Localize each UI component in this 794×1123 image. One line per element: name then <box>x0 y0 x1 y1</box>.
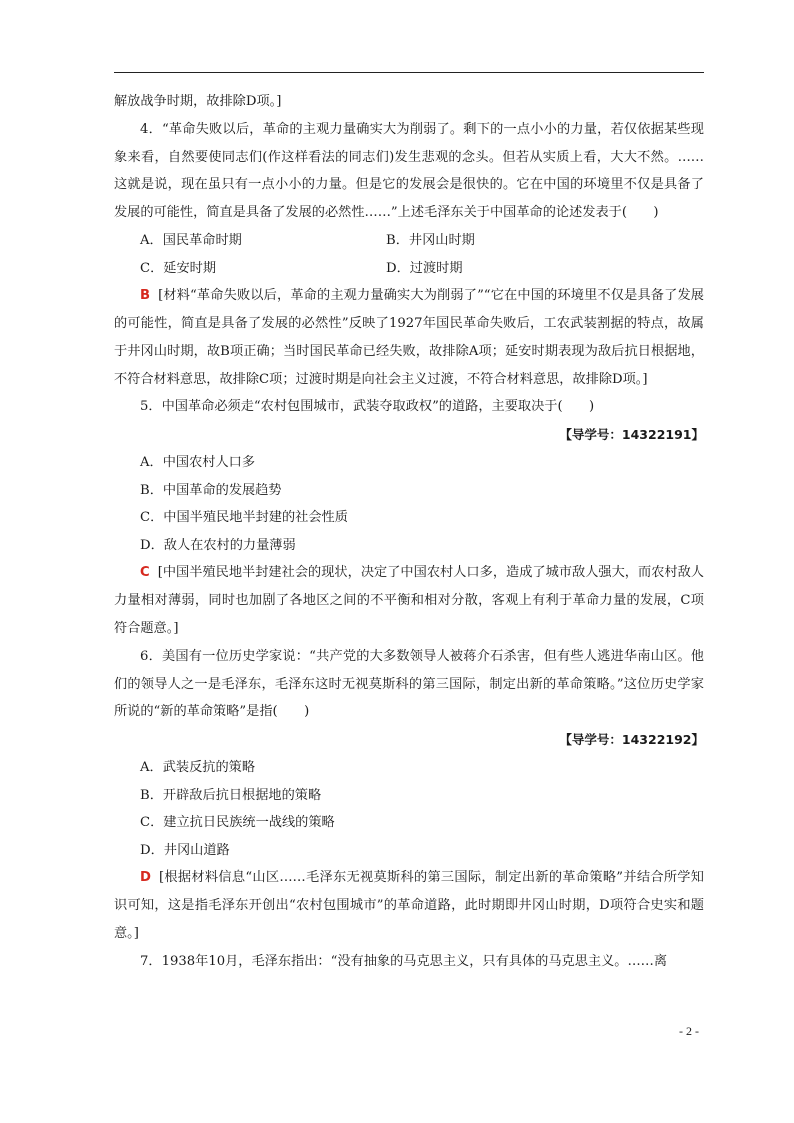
question-5-ref: 【导学号：14322191】 <box>559 427 704 443</box>
option-b: B．开辟敌后抗日根据地的策略 <box>140 787 322 803</box>
option-a: A．中国农村人口多 <box>140 454 256 470</box>
option-d: D．井冈山道路 <box>140 842 230 858</box>
explanation-text: [根据材料信息“山区……毛泽东无视莫斯科的第三国际，制定出新的革命策略”并结合所学知识可知，这是指毛泽东开创出“农村包围城市”的革命道路，此时期即井冈山时期，D项符合史实和题意。] <box>114 870 704 941</box>
answer-letter: D <box>140 870 151 886</box>
question-5-explanation <box>114 559 704 642</box>
option-a: A．武装反抗的策略 <box>140 759 256 775</box>
question-6-stem: 6．美国有一位历史学家说：“共产党的大多数领导人被蒋介石杀害，但有些人逃进华南山区。他们的领导人之一是毛泽东，毛泽东这时无视莫斯科的第三国际，制定出新的革命策略。”这位历史学家所说的“新的革命策略”是指( ) <box>114 648 704 720</box>
option-b: B．中国革命的发展趋势 <box>140 482 282 498</box>
question-5-stem: 5．中国革命必须走“农村包围城市，武装夺取政权”的道路，主要取决于( ) <box>140 399 595 415</box>
document-body <box>114 88 704 975</box>
option-c: C．中国半殖民地半封建的社会性质 <box>140 510 348 526</box>
question-6-ref: 【导学号：14322192】 <box>559 732 704 748</box>
page-number: - 2 - <box>679 1024 699 1038</box>
answer-letter: B <box>140 288 151 304</box>
header-rule <box>114 72 704 73</box>
option-c: C．延安时期 <box>140 260 217 276</box>
question-4-stem: 4．“革命失败以后，革命的主观力量确实大为削弱了。剩下的一点小小的力量，若仅依据某些现象来看，自然要使同志们(作这样看法的同志们)发生悲观的念头。但若从实质上看，大大不然。……这就是说，现在虽只有一点小小的力量。但是它的发展会是很快的。它在中国的环境里不仅是具备了发展的可能性，简直是具备了发展的必然性……”上述毛泽东关于中国革命的论述发表于( ) <box>114 121 704 221</box>
question-7-stem: 7．1938年10月，毛泽东指出：“没有抽象的马克思主义，只有具体的马克思主义。……离 <box>140 953 668 969</box>
option-c: C．建立抗日民族统一战线的策略 <box>140 815 335 831</box>
answer-letter: C <box>140 565 150 581</box>
question-4-options-row-1 <box>114 227 704 255</box>
option-d: D．敌人在农村的力量薄弱 <box>140 537 296 553</box>
option-a: A．国民革命时期 <box>140 232 242 248</box>
explanation-text: [中国半殖民地半封建社会的现状，决定了中国农村人口多，造成了城市敌人强大，而农村敌人力量相对薄弱，同时也加剧了各地区之间的不平衡和相对分散，客观上有利于革命力量的发展，C项符合题意。] <box>114 565 704 636</box>
question-4-options-row-2 <box>114 255 704 283</box>
option-b: B．井冈山时期 <box>386 232 475 248</box>
option-d: D．过渡时期 <box>386 260 463 276</box>
question-6-explanation <box>114 864 704 947</box>
continued-explanation: 解放战争时期，故排除D项。] <box>114 94 282 109</box>
question-4-explanation <box>114 282 704 393</box>
explanation-text: [材料“革命失败以后，革命的主观力量确实大为削弱了”“它在中国的环境里不仅是具备了发展的可能性，简直是具备了发展的必然性”反映了1927年国民革命失败后，工农武装割据的特点，故属于井冈山时期，故B项正确；当时国民革命已经失败，故排除A项；延安时期表现为敌后抗日根据地，不符合材料意思，故排除C项；过渡时期是向社会主义过渡，不符合材料意思，故排除D项。] <box>114 288 704 387</box>
